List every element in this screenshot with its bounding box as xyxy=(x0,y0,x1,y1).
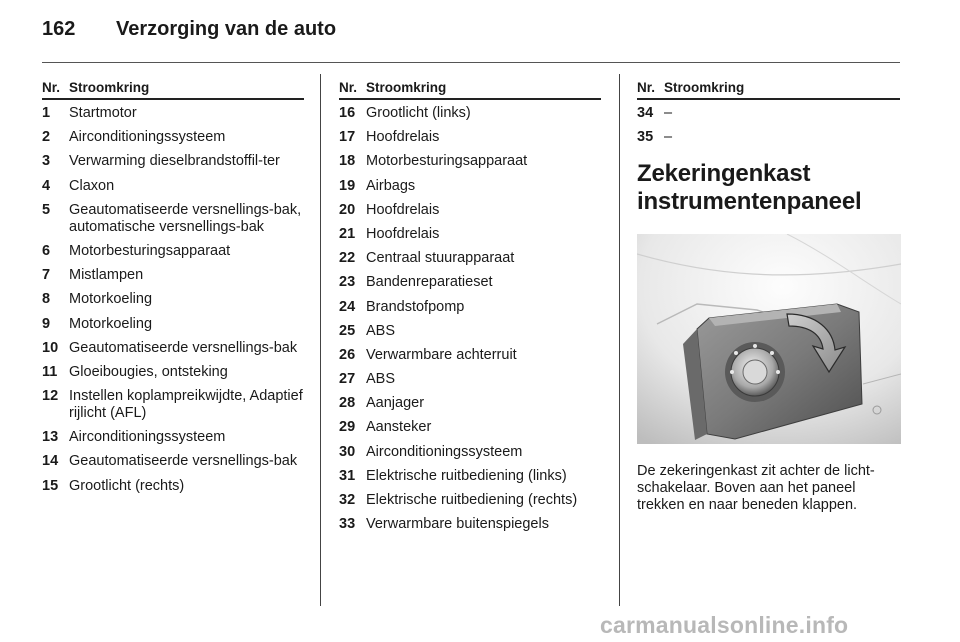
table-header xyxy=(42,80,304,100)
table-header xyxy=(339,80,601,100)
fuse-circuit: Motorkoeling xyxy=(69,315,153,332)
fuse-row xyxy=(339,371,601,388)
fuse-number: 21 xyxy=(339,225,356,242)
fuse-row xyxy=(339,323,601,340)
fuse-circuit: Motorkoeling xyxy=(69,291,153,308)
fuse-row xyxy=(42,178,304,195)
header-circuit: Stroomkring xyxy=(366,80,447,95)
fuse-number: 10 xyxy=(42,339,59,356)
fuse-list xyxy=(339,105,601,533)
fuse-row xyxy=(42,429,304,446)
fuse-circuit: Bandenreparatieset xyxy=(366,274,493,291)
fuse-number: 33 xyxy=(339,516,356,533)
fuse-number: 3 xyxy=(42,153,51,170)
page-number: 162 xyxy=(42,18,76,40)
fuse-row xyxy=(42,340,304,357)
fuse-circuit: Instellen koplampreikwijdte, Adaptief rijlicht (AFL) xyxy=(69,388,303,422)
fuse-row xyxy=(339,492,601,509)
fuse-table-column-2 xyxy=(339,80,601,540)
fuse-circuit: Airconditioningssysteem xyxy=(366,443,523,460)
table-header xyxy=(637,80,900,100)
fuse-number: 32 xyxy=(339,492,356,508)
fuse-number: 29 xyxy=(339,419,356,436)
header-circuit: Stroomkring xyxy=(664,80,745,95)
fuse-number: 2 xyxy=(42,129,51,146)
fuse-circuit: Brandstofpomp xyxy=(366,298,465,315)
fuse-number: 9 xyxy=(42,315,51,332)
fuse-number: 4 xyxy=(42,177,51,194)
fuse-number: 11 xyxy=(42,363,58,380)
watermark-text: carmanualsonline.info xyxy=(600,612,849,638)
fuse-number: 24 xyxy=(339,298,356,315)
fuse-number: 15 xyxy=(42,477,59,494)
fuse-number: 28 xyxy=(339,395,356,412)
fuse-row xyxy=(637,105,900,122)
page-title: Verzorging van de auto xyxy=(116,18,337,40)
fuse-circuit: Aanjager xyxy=(366,395,425,412)
fuse-row xyxy=(339,250,601,267)
header-circuit: Stroomkring xyxy=(69,80,150,95)
fuse-number: 14 xyxy=(42,453,59,470)
fuse-table-column-3 xyxy=(637,80,900,514)
fuse-number: 22 xyxy=(339,250,356,267)
fuse-circuit: Hoofdrelais xyxy=(366,225,440,242)
column-divider xyxy=(320,74,321,606)
fuse-box-illustration xyxy=(637,234,901,444)
dashboard-fuse-panel-image xyxy=(637,234,901,444)
fuse-list xyxy=(637,105,900,146)
fuse-circuit: ABS xyxy=(366,322,396,339)
fuse-circuit: Geautomatiseerde versnellings-bak xyxy=(69,339,298,356)
fuse-number: 23 xyxy=(339,274,356,291)
fuse-number: 25 xyxy=(339,322,356,339)
fuse-row xyxy=(42,153,304,170)
fuse-row xyxy=(339,395,601,412)
fuse-circuit: Hoofdrelais xyxy=(366,201,440,218)
fuse-row xyxy=(42,316,304,333)
fuse-list xyxy=(42,105,304,495)
fuse-circuit: Geautomatiseerde versnellings-bak, automatische versnellings-bak xyxy=(69,201,302,235)
fuse-number: 27 xyxy=(339,371,356,388)
fuse-circuit: Verwarmbare buitenspiegels xyxy=(366,516,549,533)
fuse-row xyxy=(42,478,304,495)
fuse-circuit: Airconditioningssysteem xyxy=(69,429,226,446)
header-nr: Nr. xyxy=(637,80,656,95)
fuse-number: 30 xyxy=(339,443,356,460)
fuse-circuit: Geautomatiseerde versnellings-bak xyxy=(69,453,298,470)
fuse-circuit: Grootlicht (rechts) xyxy=(69,477,185,494)
fuse-number: 1 xyxy=(42,105,51,121)
fuse-row xyxy=(339,129,601,146)
fuse-row xyxy=(42,388,304,422)
fuse-row xyxy=(42,453,304,470)
fuse-circuit: Startmotor xyxy=(69,105,137,121)
fuse-row xyxy=(42,267,304,284)
fuse-row xyxy=(339,516,601,533)
fuse-circuit: Hoofdrelais xyxy=(366,129,440,146)
fuse-circuit: Verwarmbare achterruit xyxy=(366,346,517,363)
header-rule xyxy=(42,62,900,63)
fuse-row xyxy=(339,468,601,485)
fuse-number: 16 xyxy=(339,105,356,121)
fuse-circuit: Centraal stuurapparaat xyxy=(366,250,515,267)
fuse-circuit: Elektrische ruitbediening (links) xyxy=(366,467,567,484)
fuse-number: 19 xyxy=(339,177,356,194)
fuse-row xyxy=(42,291,304,308)
fuse-circuit: Motorbesturingsapparaat xyxy=(366,153,528,170)
fuse-circuit: Airconditioningssysteem xyxy=(69,129,226,146)
fuse-row xyxy=(339,226,601,243)
fuse-row xyxy=(339,419,601,436)
column-divider xyxy=(619,74,620,606)
fuse-row xyxy=(339,202,601,219)
header-nr: Nr. xyxy=(42,80,61,95)
fuse-number: 31 xyxy=(339,467,356,484)
fuse-number: 35 xyxy=(637,129,654,146)
fuse-circuit: – xyxy=(664,105,673,121)
fuse-number: 17 xyxy=(339,129,356,146)
fuse-number: 26 xyxy=(339,346,356,363)
fuse-circuit: Claxon xyxy=(69,177,115,194)
fuse-table-column-1 xyxy=(42,80,304,502)
fuse-row xyxy=(339,299,601,316)
fuse-circuit: Grootlicht (links) xyxy=(366,105,471,121)
fuse-circuit: Motorbesturingsapparaat xyxy=(69,242,231,259)
fuse-row xyxy=(42,243,304,260)
section-title: Zekeringenkast instrumentenpaneel xyxy=(637,160,862,216)
fuse-circuit: Mistlampen xyxy=(69,267,144,284)
fuse-circuit: Verwarming dieselbrandstoffil-ter xyxy=(69,153,280,170)
fuse-row xyxy=(339,178,601,195)
fuse-circuit: ABS xyxy=(366,371,396,388)
section-caption: De zekeringenkast zit achter de licht-schakelaar. Boven aan het paneel trekken en naar beneden klappen. xyxy=(637,463,875,514)
fuse-number: 6 xyxy=(42,242,51,259)
fuse-row xyxy=(42,364,304,381)
header-nr: Nr. xyxy=(339,80,358,95)
fuse-number: 5 xyxy=(42,201,51,218)
fuse-number: 18 xyxy=(339,153,356,170)
fuse-row xyxy=(339,347,601,364)
fuse-circuit: Airbags xyxy=(366,177,416,194)
fuse-row xyxy=(42,105,304,122)
fuse-row xyxy=(42,129,304,146)
fuse-circuit: – xyxy=(664,129,673,146)
fuse-circuit: Elektrische ruitbediening (rechts) xyxy=(366,492,578,508)
fuse-row xyxy=(339,153,601,170)
fuse-row xyxy=(339,444,601,461)
fuse-circuit: Aansteker xyxy=(366,419,432,436)
fuse-row xyxy=(637,129,900,146)
fuse-number: 12 xyxy=(42,388,59,405)
fuse-number: 34 xyxy=(637,105,654,121)
fuse-row xyxy=(339,105,601,122)
fuse-circuit: Gloeibougies, ontsteking xyxy=(69,363,228,380)
fuse-number: 7 xyxy=(42,267,51,284)
fuse-row xyxy=(42,202,304,236)
fuse-number: 8 xyxy=(42,291,51,308)
fuse-number: 13 xyxy=(42,429,59,446)
fuse-row xyxy=(339,274,601,291)
fuse-number: 20 xyxy=(339,201,356,218)
